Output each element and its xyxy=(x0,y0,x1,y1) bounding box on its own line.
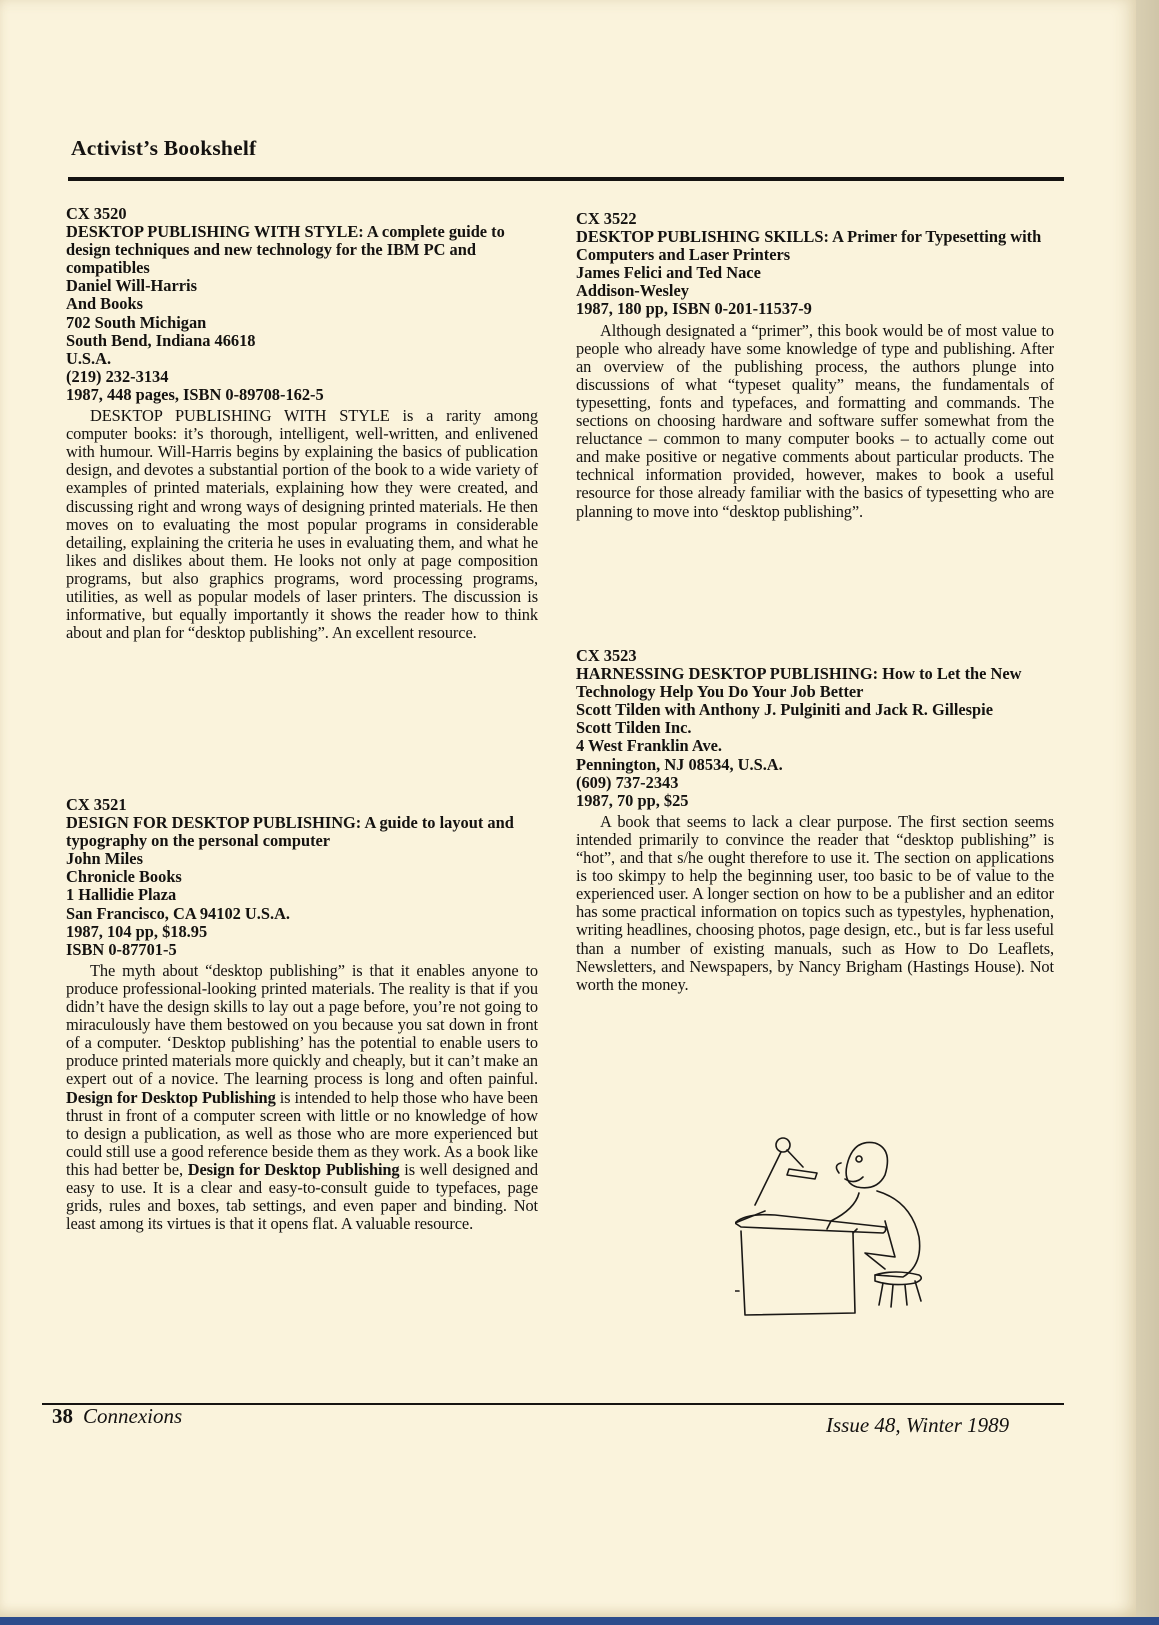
entry-isbn: ISBN 0-87701-5 xyxy=(66,939,177,959)
header-rule xyxy=(68,177,1064,181)
page-edge xyxy=(1136,0,1159,1625)
entry-address: 4 West Franklin Ave. xyxy=(576,736,723,756)
entry-code: CX 3522 xyxy=(576,209,637,228)
person-eye xyxy=(856,1156,862,1162)
entry-author: Daniel Will-Harris xyxy=(66,276,197,296)
entry-phone: (219) 232-3134 xyxy=(66,366,169,386)
entry-cx3521 xyxy=(66,796,538,1233)
issue-label: Issue 48, Winter 1989 xyxy=(826,1413,1010,1437)
desk-cabinet xyxy=(741,1231,855,1315)
entry-code: CX 3523 xyxy=(576,646,637,665)
entry-cx3522 xyxy=(576,210,1054,521)
entry-pubinfo: 1987, 180 pp, ISBN 0-201-11537-9 xyxy=(576,299,812,319)
entry-pubinfo: 1987, 104 pp, $18.95 xyxy=(66,921,208,941)
entry-header xyxy=(66,796,538,959)
review-text: The myth about “desktop publishing” is that it enables anyone to produce professional-looking printed materials. The reality is that if you didn’t have the design skills to lay out a page before, you’re not going to miraculously have them bestowed on you because you sat down in front of a computer. ‘Desktop publishing’ has the potential to enable users to produce printed materials more quickly and cheaply, but it can’t make an expert out of a novice. The learning process is long and often painful. xyxy=(66,960,538,1089)
entry-title: DESKTOP PUBLISHING WITH STYLE: A complete guide to design techniques and new technology for the IBM PC and compatibles xyxy=(66,222,505,278)
entry-code: CX 3520 xyxy=(66,204,127,223)
entry-review xyxy=(66,962,538,1233)
page-number: 38 xyxy=(52,1404,73,1428)
section-title: Activist’s Bookshelf xyxy=(71,136,257,160)
entry-review: Although designated a “primer”, this book would be of most value to people who already have some knowledge of type and publishing. After an overview of the publishing process, the authors plunge into discussions of what “typeset quality” means, the fundamentals of typesetting, fonts and typefaces, and formatting and commands. The sections on choosing hardware and software suffer somewhat from the reluctance – common to many computer books – to actually come out and make positive or negative comments about particular products. The technical information provided, however, makes to book a useful resource for those already familiar with the basics of typesetting who are planning to move into “desktop publishing”. xyxy=(576,320,1054,521)
entry-pubinfo: 1987, 70 pp, $25 xyxy=(576,790,689,810)
entry-header xyxy=(576,647,1054,810)
entry-author: John Miles xyxy=(66,849,143,869)
footer-rule xyxy=(42,1403,1064,1405)
footer-left xyxy=(52,1404,182,1429)
magazine-name: Connexions xyxy=(83,1404,183,1428)
entry-phone: (609) 737-2343 xyxy=(576,772,679,792)
lamp-arm-lower xyxy=(755,1152,781,1205)
person-nose xyxy=(836,1163,841,1173)
entry-publisher: And Books xyxy=(66,294,143,314)
person-leg xyxy=(865,1221,895,1269)
entry-title: DESKTOP PUBLISHING SKILLS: A Primer for Typesetting with Computers and Laser Printers xyxy=(576,227,1042,265)
entry-country: U.S.A. xyxy=(66,348,112,368)
entry-title: HARNESSING DESKTOP PUBLISHING: How to Let the New Technology Help You Do Your Job Better xyxy=(576,664,1022,702)
lamp-arm-upper xyxy=(787,1150,803,1167)
entry-header xyxy=(66,205,538,404)
book-title-mention: Design for Desktop Publishing xyxy=(66,1087,276,1107)
person-body xyxy=(875,1191,920,1277)
entry-code: CX 3521 xyxy=(66,795,127,814)
entry-header xyxy=(576,210,1054,319)
entry-author: Scott Tilden with Anthony J. Pulginiti and Jack R. Gillespie xyxy=(576,700,993,720)
entry-pubinfo: 1987, 448 pages, ISBN 0-89708-162-5 xyxy=(66,384,324,404)
entry-author: James Felici and Ted Nace xyxy=(576,263,761,283)
scan-bottom-strip xyxy=(0,1617,1159,1625)
entry-city: South Bend, Indiana 46618 xyxy=(66,330,256,350)
stool-seat xyxy=(875,1272,921,1285)
entry-publisher: Chronicle Books xyxy=(66,867,182,887)
entry-cx3523 xyxy=(576,647,1054,994)
review-text: is well designed and easy to use. It is a clear and easy-to-consult guide to typefaces, page grids, rules and boxes, tab settings, and even paper and binding. Not least among its virtues is that it opens flat. A valuable resource. xyxy=(66,1159,539,1234)
entry-publisher: Scott Tilden Inc. xyxy=(576,718,692,738)
entry-city: San Francisco, CA 94102 U.S.A. xyxy=(66,903,291,923)
entry-publisher: Addison-Wesley xyxy=(576,281,689,301)
book-title-mention: Design for Desktop Publishing xyxy=(187,1159,400,1179)
entry-address: 702 South Michigan xyxy=(66,312,207,332)
entry-review: A book that seems to lack a clear purpose. The first section seems intended primarily to convince the reader that “desktop publishing” is “hot”, and that s/he ought therefore to use it. The section on applications is too skimpy to help the beginning user, too basic to be of value to the experienced user. A longer section on how to be a publisher and an editor has some practical information on topics such as typestyles, hyphenation, writing headlines, choosing photos, page design, etc., but is far less useful than a number of existing manuals, such as How to Do Leaflets, Newsletters, and Newspapers, by Nancy Brigham (Hastings House). Not worth the money. xyxy=(576,811,1054,994)
entry-cx3520 xyxy=(66,205,538,642)
review-text: is intended to help those who have been thrust in front of a computer screen with little or no knowledge of how to design a publication, as well as those who are more experienced but could still use a good reference beside them as they work. As a book like this had better be, xyxy=(66,1087,539,1179)
drafting-board xyxy=(735,1215,886,1233)
entry-city: Pennington, NJ 08534, U.S.A. xyxy=(576,754,783,774)
entry-review: DESKTOP PUBLISHING WITH STYLE is a rarity among computer books: it’s thorough, intelligent, well-written, and enlivened with humour. Will-Harris begins by explaining the basics of publication design, and devotes a substantial portion of the book to a wide variety of examples of printed materials, explaining how they were created, and discussing right and wrong ways of designing printed materials. He then moves on to evaluating the most popular programs in considerable detailing, explaining the criteria he uses in evaluating them, and what he likes and dislikes about them. He looks not only at page composition programs, but also graphics programs, word processing programs, utilities, as well as popular models of laser printers. The discussion is informative, but equally importantly it shows the reader how to think about and plan for “desktop publishing”. An excellent resource. xyxy=(66,406,538,643)
entry-title: DESIGN FOR DESKTOP PUBLISHING: A guide to layout and typography on the personal computer xyxy=(66,813,514,851)
board-edge xyxy=(735,1211,765,1223)
lamp-head xyxy=(787,1169,817,1179)
entry-address: 1 Hallidie Plaza xyxy=(66,885,177,905)
cartoon-person-at-drafting-table-icon xyxy=(735,1125,965,1365)
